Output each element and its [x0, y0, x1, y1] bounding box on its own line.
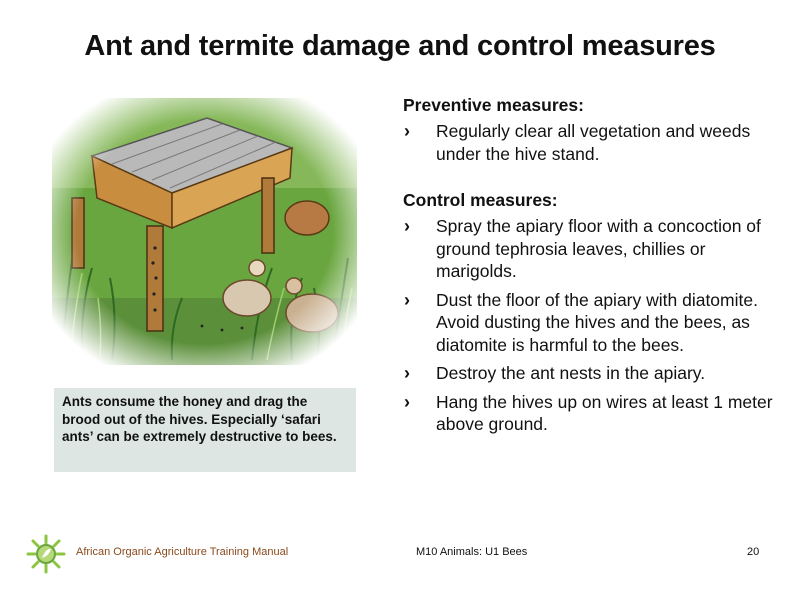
list-item [403, 215, 773, 283]
measures-panel [403, 94, 773, 442]
bullet-chevron-icon: › [404, 121, 410, 141]
list-item [403, 289, 773, 357]
list-item-text: Regularly clear all vegetation and weeds under the hive stand. [436, 121, 751, 164]
slide-title: Ant and termite damage and control measures [84, 30, 716, 62]
control-list [403, 215, 773, 436]
bullet-chevron-icon: › [404, 363, 410, 383]
list-item-text: Hang the hives up on wires at least 1 meter above ground. [436, 391, 773, 434]
beehive-chickens-illustration [52, 98, 357, 365]
list-item [403, 120, 773, 165]
illustration-caption: Ants consume the honey and drag the brood out of the hives. Especially ‘safari ants’ can be extremely destructive to bees. [54, 388, 356, 472]
bullet-chevron-icon: › [404, 216, 410, 236]
footer-manual-title: African Organic Agriculture Training Manual [76, 546, 289, 558]
list-item [403, 362, 773, 385]
footer-module: M10 Animals: U1 Bees [416, 546, 528, 558]
list-item-text: Destroy the ant nests in the apiary. [436, 363, 706, 383]
page-number: 20 [747, 546, 760, 558]
bullet-chevron-icon: › [404, 391, 410, 412]
list-item-text: Spray the apiary floor with a concoction of ground tephrosia leaves, chillies or marigolds. [436, 216, 761, 281]
bullet-chevron-icon: › [404, 289, 410, 310]
list-item-text: Dust the floor of the apiary with diatomite. Avoid dusting the hives and the bees, as diatomite is harmful to the bees. [436, 289, 758, 355]
control-heading: Control measures: [403, 190, 558, 210]
preventive-list [403, 120, 773, 165]
preventive-heading: Preventive measures: [403, 95, 584, 115]
list-item [403, 391, 773, 436]
leaf-sun-logo-icon [26, 534, 66, 574]
